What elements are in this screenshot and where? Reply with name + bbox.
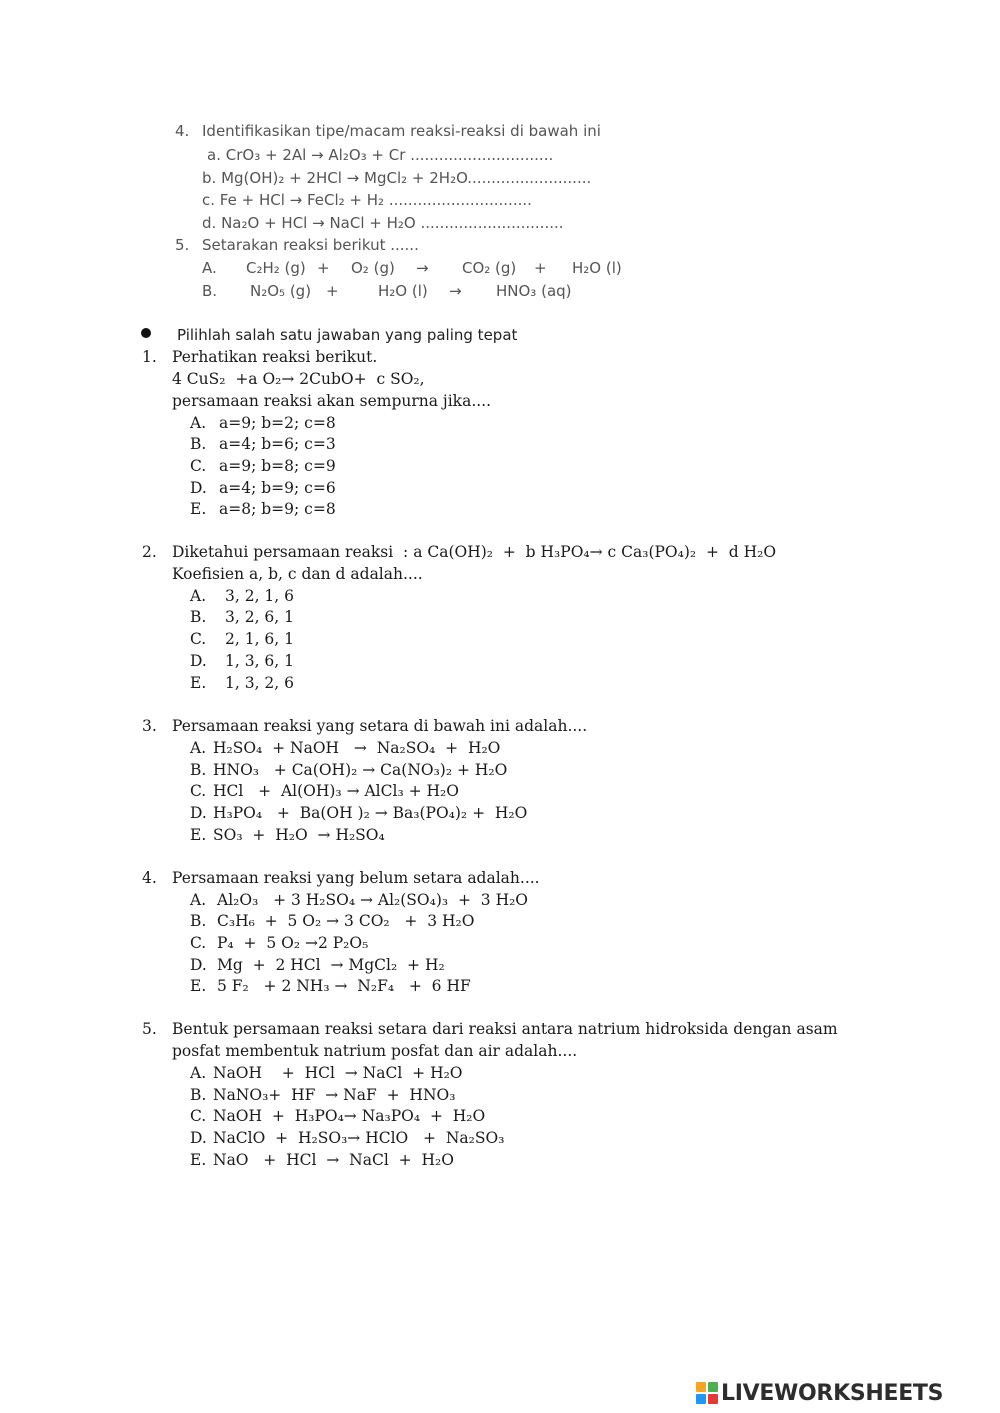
option-letter: E.	[190, 674, 207, 692]
q5-prompt: Setarakan reaksi berikut ......	[202, 236, 419, 254]
q5-term: O₂ (g)	[351, 259, 395, 277]
option-letter: C.	[190, 934, 207, 952]
option-text: NaNO₃+ HF → NaF + HNO₃	[213, 1086, 456, 1104]
option-letter: E.	[190, 977, 207, 995]
answer-blank[interactable]: ..............................	[410, 146, 554, 164]
q5-arrow: →	[416, 259, 429, 277]
q5-term: H₂O (l)	[572, 259, 622, 277]
option-letter: D.	[190, 479, 207, 497]
option-letter: A.	[190, 891, 207, 909]
logo-icon	[696, 1382, 718, 1404]
option-text: a=9; b=2; c=8	[219, 414, 336, 432]
option-text: 3, 2, 6, 1	[225, 608, 295, 626]
question-number: 1.	[142, 348, 157, 366]
q5-arrow: →	[449, 282, 462, 300]
q4-prompt: Identifikasikan tipe/macam reaksi-reaksi di bawah ini	[202, 122, 601, 140]
option-letter: A.	[190, 587, 207, 605]
option-letter: C.	[190, 1107, 207, 1125]
question-number: 3.	[142, 717, 157, 735]
question-equation-text: 4 CuS₂ +a O₂→ 2CubO+ c SO₂,	[172, 370, 425, 388]
option-text: Mg + 2 HCl → MgCl₂ + H₂	[217, 956, 445, 974]
logo-text: LIVEWORKSHEETS	[721, 1380, 944, 1406]
q5-term: CO₂ (g)	[462, 259, 517, 277]
question-text: Bentuk persamaan reaksi setara dari reaksi antara natrium hidroksida dengan asam	[172, 1020, 838, 1038]
option-letter: A.	[190, 739, 207, 757]
option-text: a=8; b=9; c=8	[219, 500, 336, 518]
q5-row-letter: A.	[202, 259, 217, 277]
option-letter: D.	[190, 804, 207, 822]
option-text: a=9; b=8; c=9	[219, 457, 336, 475]
option-text: 3, 2, 1, 6	[225, 587, 295, 605]
option-letter: C.	[190, 457, 207, 475]
logo-square	[696, 1394, 706, 1404]
option-letter: B.	[190, 608, 207, 626]
option-letter: E.	[190, 826, 207, 844]
q4-item-letter: a.	[207, 146, 221, 164]
option-letter: D.	[190, 956, 207, 974]
logo-square	[708, 1382, 718, 1392]
logo-square	[708, 1394, 718, 1404]
option-letter: B.	[190, 435, 207, 453]
question-number: 4.	[142, 869, 157, 887]
q4-item-equation: Mg(OH)₂ + 2HCl → MgCl₂ + 2H₂O	[221, 169, 468, 187]
option-text: NaOH + H₃PO₄→ Na₃PO₄ + H₂O	[213, 1107, 486, 1125]
question-equation	[172, 369, 425, 389]
q4-item-equation: CrO₃ + 2Al → Al₂O₃ + Cr	[225, 146, 406, 164]
question-number: 2.	[142, 543, 157, 561]
q5-term: N₂O₅ (g)	[250, 282, 312, 300]
question-text: posfat membentuk natrium posfat dan air adalah....	[172, 1042, 578, 1060]
option-text: 5 F₂ + 2 NH₃ → N₂F₄ + 6 HF	[217, 977, 471, 995]
q5-operator: +	[326, 282, 339, 300]
answer-blank[interactable]: ..........................	[467, 169, 592, 187]
option-text: H₂SO₄ + NaOH → Na₂SO₄ + H₂O	[213, 739, 501, 757]
section-instruction: Pilihlah salah satu jawaban yang paling tepat	[177, 326, 518, 344]
option-text: a=4; b=6; c=3	[219, 435, 336, 453]
q4-item-equation: Na₂O + HCl → NaCl + H₂O	[221, 214, 416, 232]
option-letter: B.	[190, 761, 207, 779]
option-letter: E.	[190, 1151, 207, 1169]
q4-item-b	[202, 168, 591, 188]
question-text: Persamaan reaksi yang belum setara adalah....	[172, 869, 540, 887]
q4-item-a	[207, 145, 553, 165]
option-text: H₃PO₄ + Ba(OH )₂ → Ba₃(PO₄)₂ + H₂O	[213, 804, 528, 822]
option-text: SO₃ + H₂O → H₂SO₄	[213, 826, 385, 844]
option-text: NaOH + HCl → NaCl + H₂O	[213, 1064, 463, 1082]
answer-blank[interactable]: ..............................	[388, 191, 532, 209]
option-text: HNO₃ + Ca(OH)₂ → Ca(NO₃)₂ + H₂O	[213, 761, 508, 779]
option-letter: B.	[190, 912, 207, 930]
option-letter: D.	[190, 652, 207, 670]
option-text: C₃H₆ + 5 O₂ → 3 CO₂ + 3 H₂O	[217, 912, 475, 930]
liveworksheets-logo	[696, 1381, 943, 1405]
option-text: NaO + HCl → NaCl + H₂O	[213, 1151, 454, 1169]
option-text: a=4; b=9; c=6	[219, 479, 336, 497]
option-text: Al₂O₃ + 3 H₂SO₄ → Al₂(SO₄)₃ + 3 H₂O	[217, 891, 529, 909]
bullet-icon	[141, 328, 151, 338]
q5-operator: +	[534, 259, 547, 277]
question-text: Diketahui persamaan reaksi : a Ca(OH)₂ + b H₃PO₄→ c Ca₃(PO₄)₂ + d H₂O	[172, 543, 777, 561]
question-text: Perhatikan reaksi berikut.	[172, 348, 378, 366]
option-letter: D.	[190, 1129, 207, 1147]
logo-square	[696, 1382, 706, 1392]
q4-item-equation: Fe + HCl → FeCl₂ + H₂	[219, 191, 385, 209]
option-letter: B.	[190, 1086, 207, 1104]
option-letter: A.	[190, 1064, 207, 1082]
q4-number: 4.	[175, 122, 190, 140]
q5-term: C₂H₂ (g)	[246, 259, 306, 277]
answer-blank[interactable]: ..............................	[420, 214, 564, 232]
q4-item-c	[202, 190, 532, 210]
q5-number: 5.	[175, 236, 190, 254]
option-text: NaClO + H₂SO₃→ HClO + Na₂SO₃	[213, 1129, 505, 1147]
question-text: Koefisien a, b, c dan d adalah....	[172, 565, 423, 583]
option-letter: C.	[190, 630, 207, 648]
option-text: HCl + Al(OH)₃ → AlCl₃ + H₂O	[213, 782, 459, 800]
q4-item-d	[202, 213, 564, 233]
option-letter: E.	[190, 500, 207, 518]
q4-item-letter: d.	[202, 214, 217, 232]
option-letter: C.	[190, 782, 207, 800]
question-text: Persamaan reaksi yang setara di bawah ini adalah....	[172, 717, 588, 735]
q5-operator: +	[317, 259, 330, 277]
q5-row-letter: B.	[202, 282, 218, 300]
question-number: 5.	[142, 1020, 157, 1038]
question-text: persamaan reaksi akan sempurna jika....	[172, 392, 492, 410]
q5-term: HNO₃ (aq)	[496, 282, 572, 300]
option-text: 2, 1, 6, 1	[225, 630, 295, 648]
option-text: P₄ + 5 O₂ →2 P₂O₅	[217, 934, 369, 952]
q5-term: H₂O (l)	[378, 282, 428, 300]
option-letter: A.	[190, 414, 207, 432]
q4-item-letter: b.	[202, 169, 217, 187]
q4-item-letter: c.	[202, 191, 216, 209]
option-text: 1, 3, 6, 1	[225, 652, 295, 670]
option-text: 1, 3, 2, 6	[225, 674, 295, 692]
